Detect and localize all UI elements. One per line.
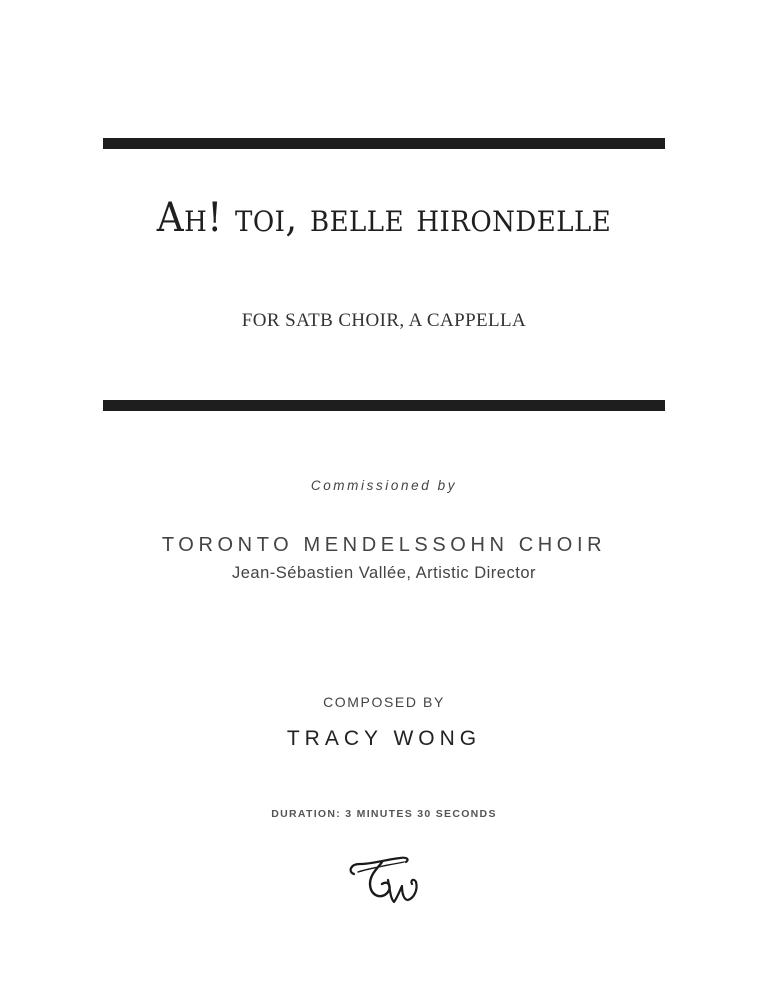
commissioned-by-label: Commissioned by: [310, 478, 458, 493]
bottom-divider-bar: [103, 400, 665, 411]
instrumentation-subtitle: FOR SATB CHOIR, A CAPPELLA: [241, 310, 527, 331]
tw-monogram-icon: [344, 850, 426, 912]
composer-name: TRACY WONG: [286, 727, 482, 750]
piece-title: Ah! toi, belle hirondelle: [156, 195, 612, 241]
duration-text: DURATION: 3 MINUTES 30 SECONDS: [271, 808, 497, 820]
artistic-director-line: Jean-Sébastien Vallée, Artistic Director: [232, 564, 536, 582]
commissioning-organization: TORONTO MENDELSSOHN CHOIR: [161, 534, 607, 556]
composed-by-label: COMPOSED BY: [323, 694, 445, 710]
top-divider-bar: [103, 138, 665, 149]
